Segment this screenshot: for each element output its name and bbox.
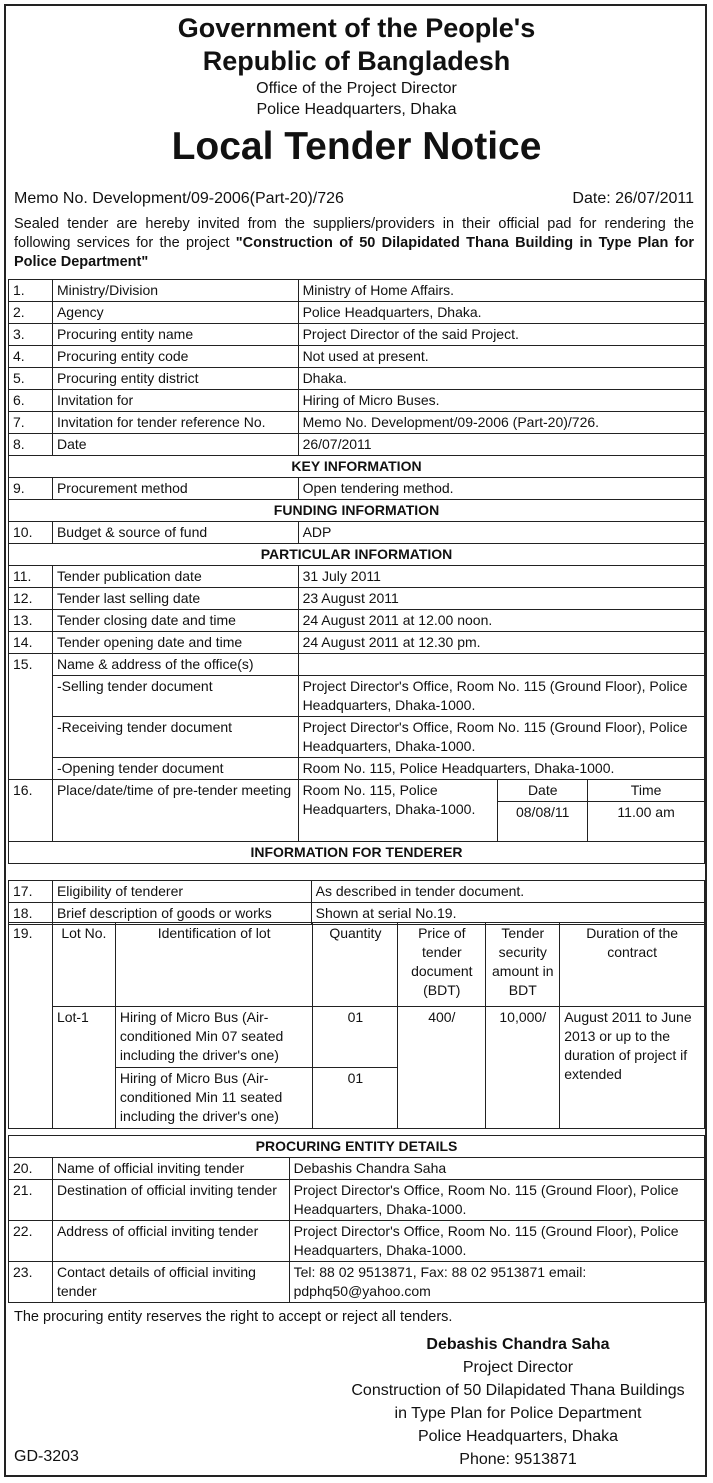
row-value: Project Director's Office, Room No. 115 (Ground Floor), Police Headquarters, Dhaka-1000. — [289, 1221, 704, 1262]
row-label: Address of official inviting tender — [52, 1221, 289, 1262]
row-label: Procuring entity name — [52, 324, 298, 346]
table-row — [9, 302, 705, 324]
table-row — [9, 1221, 705, 1262]
row-value: Open tendering method. — [298, 478, 704, 500]
table-row — [9, 676, 705, 717]
row-label: Contact details of official inviting tender — [52, 1262, 289, 1303]
signatory-title: Project Director — [462, 1359, 574, 1376]
table-row — [9, 632, 705, 654]
row-value: 24 August 2011 at 12.30 pm. — [298, 632, 704, 654]
header — [0, 12, 713, 170]
memo-number: Memo No. Development/09-2006(Part-20)/726 — [14, 190, 344, 207]
row-number: 21. — [9, 1180, 53, 1221]
row-value: Memo No. Development/09-2006 (Part-20)/726. — [298, 412, 704, 434]
table-row — [9, 280, 705, 302]
signatory-name: Debashis Chandra Saha — [426, 1336, 610, 1353]
row-number: 23. — [9, 1262, 53, 1303]
table-row — [9, 654, 705, 676]
section-heading-row — [9, 1136, 705, 1158]
lot-header: Identification of lot — [115, 923, 313, 1007]
row-number: 11. — [9, 566, 53, 588]
tender-table-b — [8, 880, 705, 925]
intro-text: Sealed tender are hereby invited from the suppliers/providers in their official pad for rendering the following services for the project — [14, 216, 694, 251]
notice-title: Local Tender Notice — [171, 125, 542, 168]
table-row — [9, 588, 705, 610]
lot-header: Price of tender document (BDT) — [398, 923, 486, 1007]
row-number: 12. — [9, 588, 53, 610]
row-label: Destination of official inviting tender — [52, 1180, 289, 1221]
row-number: 20. — [9, 1158, 53, 1180]
lot-header: Lot No. — [52, 923, 115, 1007]
table-row — [9, 1158, 705, 1180]
lot-header: Tender security amount in BDT — [486, 923, 560, 1007]
row-label: Name of official inviting tender — [52, 1158, 289, 1180]
intro-project: "Construction of 50 Dilapidated Thana Building in Type Plan for Police Department" — [14, 235, 694, 270]
meeting-date-header: Date — [498, 780, 588, 802]
gov-line-2: Republic of Bangladesh — [202, 46, 511, 76]
row-value: Project Director of the said Project. — [298, 324, 704, 346]
row-number: 2. — [9, 302, 53, 324]
table-row — [9, 610, 705, 632]
row-value: 31 July 2011 — [298, 566, 704, 588]
table-row — [9, 324, 705, 346]
table-row — [9, 566, 705, 588]
row-label: Date — [52, 434, 298, 456]
row-number: 4. — [9, 346, 53, 368]
row-number: 16. — [9, 780, 53, 842]
lot-row — [9, 1007, 705, 1068]
meeting-place: Room No. 115, Police Headquarters, Dhaka-1000. — [298, 780, 498, 842]
section-heading: PROCURING ENTITY DETAILS — [9, 1136, 705, 1158]
table-row — [9, 522, 705, 544]
office-line-1: Office of the Project Director — [256, 80, 457, 97]
row-value: Not used at present. — [298, 346, 704, 368]
lot-quantity: 01 — [313, 1007, 398, 1068]
row-label: Tender last selling date — [52, 588, 298, 610]
row-value: 23 August 2011 — [298, 588, 704, 610]
row-value: Project Director's Office, Room No. 115 (Ground Floor), Police Headquarters, Dhaka-1000. — [289, 1180, 704, 1221]
office-label: -Selling tender document — [52, 676, 298, 717]
row-number: 3. — [9, 324, 53, 346]
row-number: 10. — [9, 522, 53, 544]
table-row — [9, 758, 705, 780]
row-label: Budget & source of fund — [52, 522, 298, 544]
row-label: Procuring entity district — [52, 368, 298, 390]
lot-quantity: 01 — [313, 1068, 398, 1129]
meeting-time: 11.00 am — [588, 802, 705, 842]
office-label: -Opening tender document — [52, 758, 298, 780]
lot-price: 400/ — [398, 1007, 486, 1129]
row-label: Ministry/Division — [52, 280, 298, 302]
meeting-date: 08/08/11 — [498, 802, 588, 842]
row-number: 13. — [9, 610, 53, 632]
row-label: Agency — [52, 302, 298, 324]
row-value — [298, 654, 704, 676]
section-heading-row — [9, 842, 705, 864]
row-value: As described in tender document. — [311, 881, 704, 903]
row-number: 22. — [9, 1221, 53, 1262]
office-address: Project Director's Office, Room No. 115 (Ground Floor), Police Headquarters, Dhaka-1000. — [298, 676, 704, 717]
reservation-note: The procuring entity reserves the right to accept or reject all tenders. — [14, 1309, 453, 1325]
table-row — [9, 881, 705, 903]
lot-header-row — [9, 923, 705, 1007]
tender-table-a — [8, 279, 705, 864]
row-label: Invitation for tender reference No. — [52, 412, 298, 434]
row-label: Eligibility of tenderer — [52, 881, 311, 903]
row-value: Tel: 88 02 9513871, Fax: 88 02 9513871 email: pdphq50@yahoo.com — [289, 1262, 704, 1303]
lot-duration: August 2011 to June 2013 or up to the duration of project if extended — [560, 1007, 705, 1129]
row-number: 5. — [9, 368, 53, 390]
row-number: 18. — [9, 903, 53, 925]
row-number: 9. — [9, 478, 53, 500]
lot-header: Duration of the contract — [560, 923, 705, 1007]
signature-block — [318, 1333, 713, 1471]
row-value: 24 August 2011 at 12.00 noon. — [298, 610, 704, 632]
row-number: 1. — [9, 280, 53, 302]
signatory-line-1: Construction of 50 Dilapidated Thana Buildings — [351, 1382, 685, 1399]
memo-line — [14, 189, 694, 208]
row-value: Police Headquarters, Dhaka. — [298, 302, 704, 324]
gov-line-1: Government of the People's — [177, 13, 536, 43]
table-row — [9, 390, 705, 412]
office-label: -Receiving tender document — [52, 717, 298, 758]
section-heading: KEY INFORMATION — [9, 456, 705, 478]
table-row — [9, 1180, 705, 1221]
row-label: Name & address of the office(s) — [52, 654, 298, 676]
table-row — [9, 346, 705, 368]
lot-header: Quantity — [313, 923, 398, 1007]
table-row — [9, 1262, 705, 1303]
lot-item: Hiring of Micro Bus (Air-conditioned Min 07 seated including the driver's one) — [115, 1007, 313, 1068]
row-label: Invitation for — [52, 390, 298, 412]
row-value: Debashis Chandra Saha — [289, 1158, 704, 1180]
section-heading-row — [9, 456, 705, 478]
tender-table-d — [8, 1135, 705, 1303]
section-heading: INFORMATION FOR TENDERER — [9, 842, 705, 864]
section-heading-row — [9, 500, 705, 522]
row-value: Shown at serial No.19. — [311, 903, 704, 925]
row-value: Hiring of Micro Buses. — [298, 390, 704, 412]
table-row — [9, 368, 705, 390]
row-label: Procurement method — [52, 478, 298, 500]
lot-security: 10,000/ — [486, 1007, 560, 1129]
row-number: 14. — [9, 632, 53, 654]
lot-number: Lot-1 — [52, 1007, 115, 1129]
row-number: 15. — [9, 654, 53, 780]
table-row — [9, 478, 705, 500]
row-label: Brief description of goods or works — [52, 903, 311, 925]
row-value: Dhaka. — [298, 368, 704, 390]
section-heading: PARTICULAR INFORMATION — [9, 544, 705, 566]
memo-date: Date: 26/07/2011 — [572, 190, 694, 207]
row-label: Place/date/time of pre-tender meeting — [52, 780, 298, 842]
lot-item: Hiring of Micro Bus (Air-conditioned Min 11 seated including the driver's one) — [115, 1068, 313, 1129]
signatory-line-3: Police Headquarters, Dhaka — [417, 1428, 619, 1445]
row-number: 7. — [9, 412, 53, 434]
table-row — [9, 717, 705, 758]
section-heading-row — [9, 544, 705, 566]
row-number: 8. — [9, 434, 53, 456]
signatory-line-2: in Type Plan for Police Department — [394, 1405, 642, 1422]
intro-paragraph — [14, 215, 694, 272]
row-label: Procuring entity code — [52, 346, 298, 368]
table-row — [9, 412, 705, 434]
office-address: Room No. 115, Police Headquarters, Dhaka-1000. — [298, 758, 704, 780]
table-row — [9, 434, 705, 456]
row-number: 6. — [9, 390, 53, 412]
office-line-2: Police Headquarters, Dhaka — [256, 101, 457, 118]
meeting-time-header: Time — [588, 780, 705, 802]
row-label: Tender opening date and time — [52, 632, 298, 654]
row-label: Tender closing date and time — [52, 610, 298, 632]
row-number: 17. — [9, 881, 53, 903]
section-heading: FUNDING INFORMATION — [9, 500, 705, 522]
row-value: Ministry of Home Affairs. — [298, 280, 704, 302]
row-number: 19. — [9, 923, 53, 1129]
table-row — [9, 780, 705, 802]
lot-table — [8, 922, 705, 1129]
row-value: ADP — [298, 522, 704, 544]
row-value: 26/07/2011 — [298, 434, 704, 456]
row-label: Tender publication date — [52, 566, 298, 588]
gd-code: GD-3203 — [14, 1448, 79, 1465]
office-address: Project Director's Office, Room No. 115 (Ground Floor), Police Headquarters, Dhaka-1000. — [298, 717, 704, 758]
signatory-phone: Phone: 9513871 — [459, 1451, 577, 1468]
